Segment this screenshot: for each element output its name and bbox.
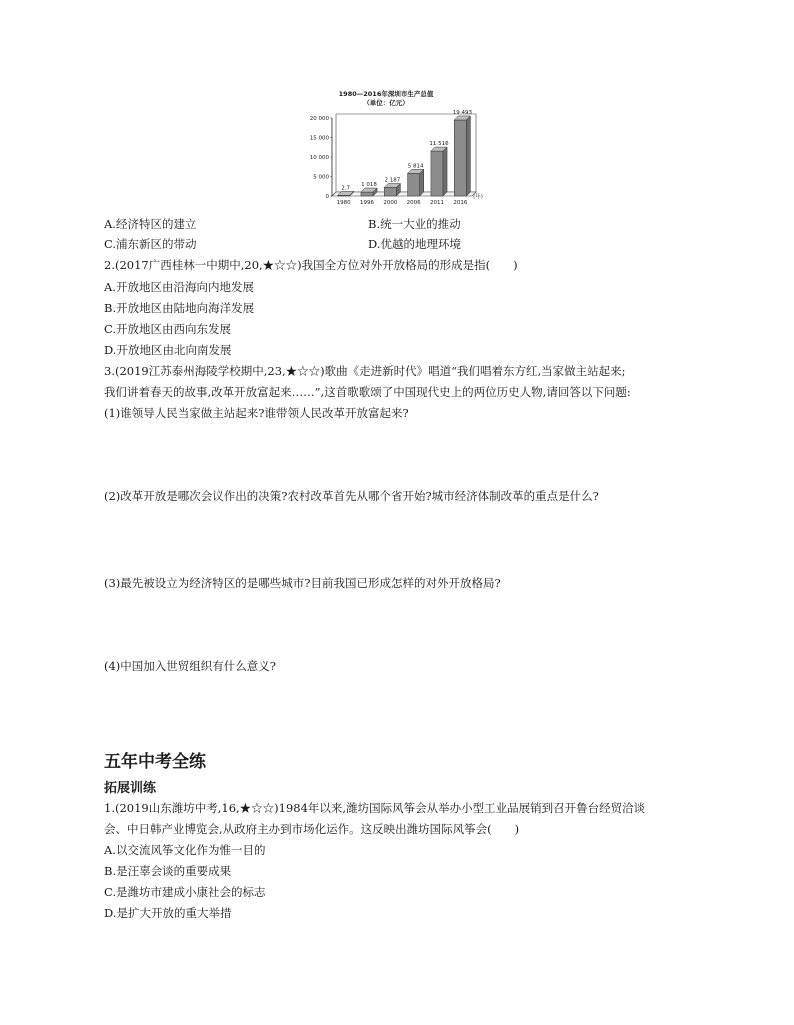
chart-plot-area bbox=[310, 110, 483, 206]
q3-stem-line-2: 我们讲着春天的故事,改革开放富起来……”,这首歌歌颂了中国现代史上的两位历史人物,请回答以下问题: bbox=[104, 385, 631, 399]
bar bbox=[454, 120, 466, 196]
q3-sub-1: (1)谁领导人民当家做主站起来?谁带领人民改革开放富起来? bbox=[104, 406, 409, 420]
data-label: 2.7 bbox=[341, 185, 351, 192]
q2-option-d: D.开放地区由北向南发展 bbox=[104, 343, 232, 357]
chart-title: 1980—2016年深圳市生产总值 bbox=[338, 90, 434, 98]
bar bbox=[408, 173, 420, 196]
q4-option-c: C.是潍坊市建成小康社会的标志 bbox=[104, 885, 266, 899]
q3-sub-4: (4)中国加入世贸组织有什么意义? bbox=[104, 659, 276, 673]
x-tick-label: 2000 bbox=[383, 200, 398, 206]
data-label: 11 516 bbox=[429, 141, 449, 148]
q3-stem-line-1: 3.(2019江苏泰州海陵学校期中,23,★☆☆)歌曲《走进新时代》唱道“我们唱着东方红,当家做主站起来; bbox=[104, 364, 626, 378]
x-tick-label: 2006 bbox=[406, 200, 421, 206]
bar bbox=[431, 151, 443, 196]
x-tick-label: 1996 bbox=[360, 200, 374, 206]
section-subtitle: 拓展训练 bbox=[104, 781, 157, 796]
bar bbox=[361, 192, 373, 196]
q1-option-a: A.经济特区的建立 bbox=[104, 217, 197, 231]
q1-option-d: D.优越的地理环境 bbox=[368, 237, 461, 251]
q4-option-d: D.是扩大开放的重大举措 bbox=[104, 906, 232, 920]
data-label: 19 493 bbox=[452, 109, 472, 116]
q1-option-c: C.浦东新区的带动 bbox=[104, 237, 197, 251]
section-title: 五年中考全练 bbox=[104, 752, 206, 772]
x-tick-label: 2011 bbox=[430, 200, 444, 206]
y-tick-label: 15 000 bbox=[309, 135, 329, 142]
data-label: 2 187 bbox=[384, 177, 401, 184]
data-label: 1 018 bbox=[361, 182, 377, 189]
data-label: 5 814 bbox=[407, 163, 424, 170]
x-tick-label: 1980 bbox=[336, 200, 351, 206]
q3-sub-2: (2)改革开放是哪次会议作出的决策?农村改革首先从哪个省开始?城市经济体制改革的重点是什么? bbox=[104, 489, 599, 503]
q3-sub-3: (3)最先被设立为经济特区的是哪些城市?目前我国已形成怎样的对外开放格局? bbox=[104, 576, 501, 590]
chart-back-wall bbox=[332, 114, 336, 196]
q4-stem-line-2: 会、中日韩产业博览会,从政府主办到市场化运作。这反映出潍坊国际风筝会( ) bbox=[104, 822, 520, 836]
y-tick-label: 20 000 bbox=[309, 116, 329, 122]
y-tick-label: 10 000 bbox=[309, 155, 329, 161]
q4-stem-line-1: 1.(2019山东潍坊中考,16,★☆☆)1984年以来,潍坊国际风筝会从举办小型工业品展销到召开鲁台经贸洽谈 bbox=[104, 801, 646, 815]
x-axis-label: (年) bbox=[473, 194, 483, 200]
q2-option-a: A.开放地区由沿海向内地发展 bbox=[104, 280, 254, 294]
q2-option-c: C.开放地区由西向东发展 bbox=[104, 322, 232, 336]
bar-side bbox=[466, 116, 470, 196]
q2-option-b: B.开放地区由陆地向海洋发展 bbox=[104, 301, 255, 315]
q1-option-b: B.统一大业的推动 bbox=[368, 217, 461, 231]
y-tick-label: 0 bbox=[325, 194, 329, 200]
q4-option-a: A.以交流风筝文化作为惟一目的 bbox=[104, 843, 266, 857]
q2-stem: 2.(2017广西桂林一中期中,20,★☆☆)我国全方位对外开放格局的形成是指( ) bbox=[104, 258, 518, 272]
bar bbox=[384, 187, 396, 196]
bar-side bbox=[443, 147, 447, 196]
q4-option-b: B.是汪辜会谈的重要成果 bbox=[104, 864, 232, 878]
bar-side bbox=[420, 169, 424, 196]
x-tick-label: 2016 bbox=[453, 200, 468, 206]
chart-subtitle: （单位：亿元） bbox=[363, 99, 409, 107]
gdp-bar-chart bbox=[300, 88, 496, 212]
y-tick-label: 5 000 bbox=[313, 174, 329, 181]
